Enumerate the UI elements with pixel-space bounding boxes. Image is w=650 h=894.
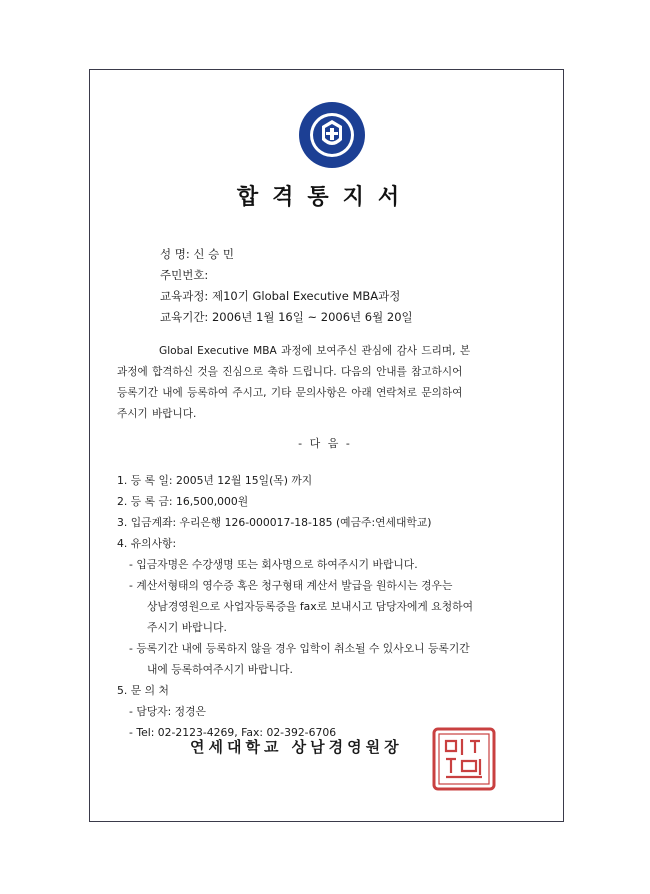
- info-label: 교육기간:: [160, 310, 209, 324]
- paragraph-line: 등록기간 내에 등록하여 주시고, 기타 문의사항은 아래 연락처로 문의하여: [117, 387, 463, 399]
- info-row-name: [160, 244, 413, 265]
- list-subitem: - 입금자명은 수강생명 또는 회사명으로 하여주시기 바랍니다.: [129, 558, 418, 571]
- section-heading: - 다 음 -: [298, 437, 352, 450]
- info-row-period: [160, 307, 413, 328]
- paragraph-line: 주시기 바랍니다.: [117, 408, 197, 420]
- info-row-id: [160, 265, 413, 286]
- list-item: 2. 등 록 금: 16,500,000원: [117, 495, 249, 508]
- info-value: 2006년 1월 16일 ~ 2006년 6월 20일: [208, 310, 413, 324]
- list-item: 5. 문 의 처: [117, 684, 169, 697]
- congratulation-paragraph: [117, 341, 547, 425]
- list-subitem: - 등록기간 내에 등록하지 않을 경우 입학이 취소될 수 있사오니 등록기간: [129, 642, 470, 655]
- info-label: 성 명:: [160, 247, 190, 261]
- details-list: [117, 470, 557, 743]
- paragraph-line: Global Executive MBA 과정에 보여주신 관심에 감사 드리며, 본: [159, 345, 471, 357]
- list-item: 4. 유의사항:: [117, 537, 177, 550]
- page-title: 합격통지서: [236, 184, 414, 210]
- yonsei-university-logo: [297, 100, 367, 170]
- info-label: 교육과정:: [160, 289, 209, 303]
- info-row-program: [160, 286, 413, 307]
- list-subitem: - 계산서형태의 영수증 혹은 청구형태 계산서 발급을 원하시는 경우는: [129, 579, 453, 592]
- list-subitem: 내에 등록하여주시기 바랍니다.: [147, 663, 293, 676]
- paragraph-line: 과정에 합격하신 것을 진심으로 축하 드립니다. 다음의 안내를 참고하시어: [117, 366, 463, 378]
- list-item: 1. 등 록 일: 2005년 12월 15일(목) 까지: [117, 474, 313, 487]
- list-subitem: - 담당자: 정경은: [129, 705, 206, 718]
- info-value: 제10기 Global Executive MBA과정: [208, 289, 401, 303]
- issuer-name: 연세대학교 상남경영원장: [190, 738, 403, 756]
- list-item: 3. 입금계좌: 우리은행 126-000017-18-185 (예금주:연세대학교): [117, 516, 432, 529]
- applicant-info: [160, 244, 413, 328]
- list-subitem: 주시기 바랍니다.: [147, 621, 227, 634]
- list-subitem: - Tel: 02-2123-4269, Fax: 02-392-6706: [129, 726, 337, 739]
- info-value: 신 승 민: [189, 247, 235, 261]
- official-seal: [432, 727, 496, 791]
- list-subitem: 상남경영원으로 사업자등록증을 fax로 보내시고 담당자에게 요청하여: [147, 600, 473, 613]
- info-label: 주민번호:: [160, 268, 209, 282]
